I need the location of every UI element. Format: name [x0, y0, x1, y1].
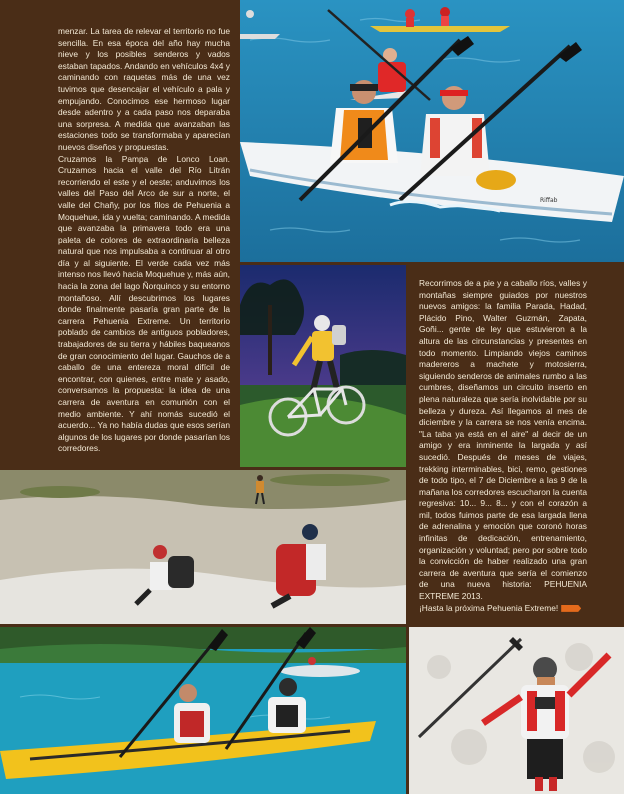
left-paragraph-1: menzar. La tarea de relevar el territorio no fue sencilla. En esa época del año hay mucha nieve y los posibles senderos y vados estaban tapados. Andando en vehículos 4x4 y caminando con raquetas más de una vez tuvimos que desencajar el vehículo a pala y empujando. Conocimos ese hermoso lugar desde adentro y a cada paso nos deparaba una sorpresa. A medida que avanzaban las estaciones todo se transformaba y aparecían nuevos diseños y propuestas.	[58, 26, 230, 152]
closing-line	[419, 603, 587, 615]
closing-text: ¡Hasta la próxima Pehuenia Extreme!	[419, 602, 559, 613]
kayak-hull-text: Riffab	[540, 197, 558, 204]
right-paragraph-1: Recorrimos de a pie y a caballo ríos, valles y montañas siempre guiados por nuestros nuevos amigos: la familia Parada, Hadad, Plácido Pino, Walter Guzmán, Zapata, Goñi... gente de ley que estuvieron a la altura de las circunstancias y presentes en todo momento. Limpiando viejos caminos madereros a machete y motosierra, siguiendo senderos de animales rumbo a las cumbres, diseñamos un circuito inserto en plena naturaleza que sería inolvidable por su belleza y dureza. Así llegamos al mes de diciembre y la carrera se nos venía encima. "La taba ya está en el aire" al decir de un amigo y era inminente la largada y así sucedió. Después de meses de viajes, trekking interminables, bici, remo, gestiones de todo tipo, el 7 de Diciembre a las 9 de la mañana los corredores escucharon la cuenta regresiva: 10... 9... 8... y con el corazón a mil, todos fuimos parte de esa largada llena de adrenalina y emoción que coronó horas infinitas de dedicación, entrenamiento, organización y voluntad; pero por sobre todo la convicción de haber realizado una gran carrera de aventura que sería el comienzo de una nueva historia: PEHUENIA EXTREME 2013.	[419, 278, 587, 602]
mountain-bike-photo	[240, 265, 406, 467]
yellow-kayak-photo	[0, 627, 406, 794]
left-paragraph-2: Cruzamos la Pampa de Lonco Loan. Cruzamos hacia el valle del Río Litrán recorriendo el este y el oeste; anduvimos los valles del Paso del Arco de sur a norte, el valle del Chañy, por los filos de Pehuenia a Moquehue, ida y vuelta; caminando. A medida que avanzaba la primavera todo era una paleta de colores de extraordinaria belleza natural que nos impulsaba a continuar al otro día y al siguiente. El verde cada vez más intenso nos llevó hacia Moquehue y, más aún, hacia la zona del lago Ñorquinco y su entorno montañoso. Allí descubrimos los lugares donde finalmente pasaría gran parte de la carrera Pehuenia Extreme. Un territorio poblado de cambios de antiguos pobladores, trabajadores de su tierra y hábiles baqueanos de gran conocimiento del lugar. Gauchos de a caballo de una entereza moral difícil de encontrar, con quienes, entre mate y asado, conversamos la propuesta: la idea de una carrera de aventura en comunión con el medio ambiente. Y ahí nomás sucedió el acuerdo... Ya no había dudas que esos serían algunos de los lugares por donde pasarían los corredores.	[58, 153, 230, 454]
end-mark-icon	[561, 605, 581, 612]
kayak-race-photo	[240, 0, 624, 262]
right-text-column	[419, 278, 587, 614]
trekking-rocks-photo	[0, 470, 406, 624]
left-text-column	[58, 26, 230, 455]
snow-trekker-photo	[409, 627, 624, 794]
